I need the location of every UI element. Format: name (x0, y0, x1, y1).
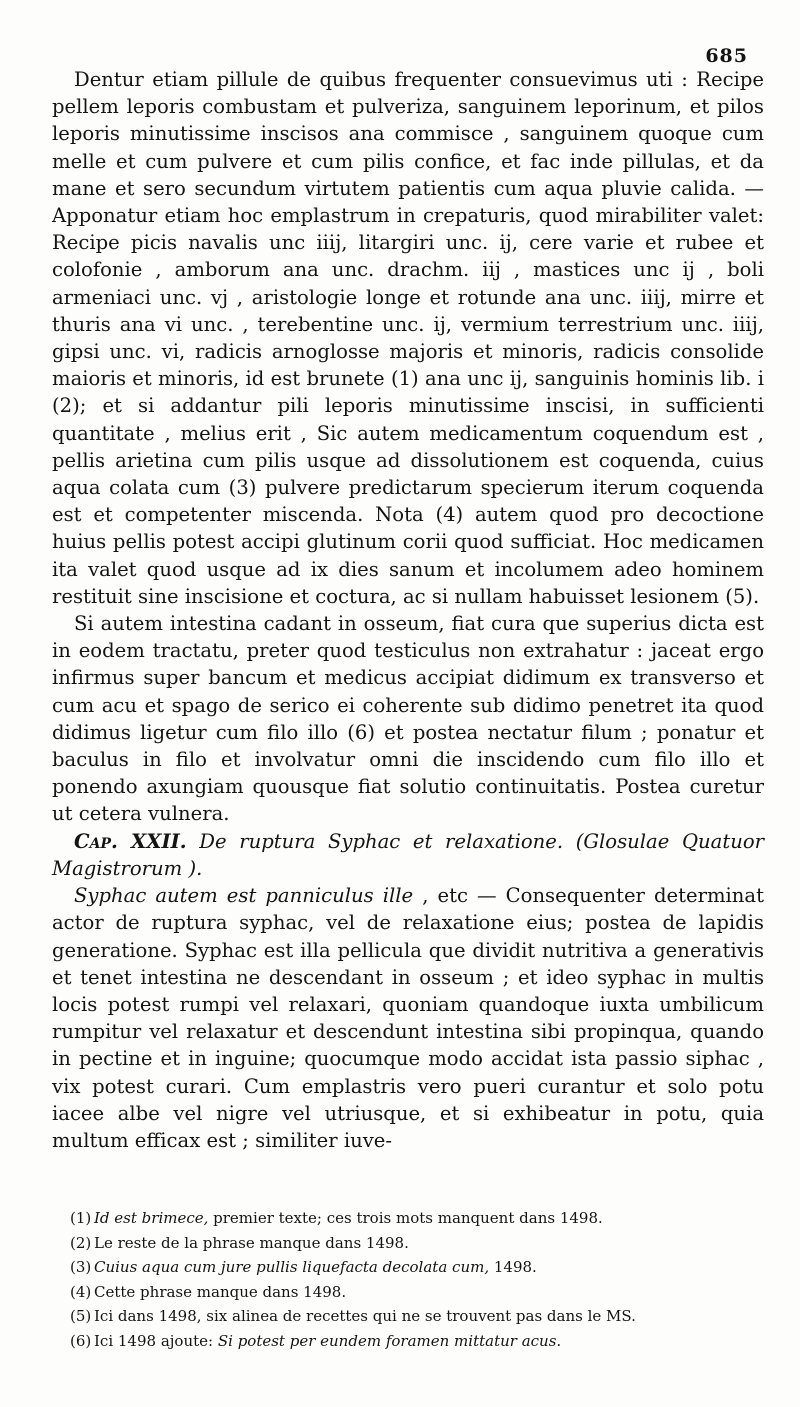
paragraph-syphac-text: , etc — Consequenter determinat actor de ruptura syphac, vel de relaxatione eius; postea de lapidis generatione. Syphac est illa pellicula que dividit nutritiva a generativis et tenet intestina ne descendant in osseum ; et ideo syphac in multis locis potest rumpi vel relaxari, quoniam quandoque iuxta umbilicum rumpitur vel relaxatur et descendunt intestina sibi propinqua, quando in pectine et in inguine; quocumque modo accidat ista passio siphac , vix potest curari. Cum emplastris vero pueri curantur et solo potu iacee albe vel nigre vel utriusque, et si exhibeatur in potu, quia multum efficax est ; similiter iuve- (52, 884, 764, 1152)
footnote-2: (2) Le reste de la phrase manque dans 1498. (70, 1233, 409, 1252)
chapter-number: Cap. XXII. (74, 829, 187, 853)
footnote-1: (1) Id est brimece, premier texte; ces trois mots manquent dans 1498. (70, 1209, 603, 1227)
paragraph-recipe: Dentur etiam pillule de quibus frequenter consuevimus uti : Recipe pellem leporis combustam et pulveriza, sanguinem leporinum, et pilos leporis minutissime inscisos ana commisce , sanguinem quoque cum melle et cum pulvere et cum pilis confice, et fac inde pillulas, et da mane et sero secundum virtutem patientis cum aqua pluvie calida. — Apponatur etiam hoc emplastrum in crepaturis, quod mirabiliter valet: Recipe picis navalis unc iiij, litargiri unc. ij, cere varie et rubee et colofonie , amborum ana unc. drachm. iij , mastices unc ij , boli armeniaci unc. vj , aristologie longe et rotunde ana unc. iiij, mirre et thuris ana vi unc. , terebentine unc. ij, vermium terrestrium unc. iiij, gipsi unc. vi, radicis arnoglosse majoris et minoris, radicis consolide maioris et minoris, id est brunete (1) ana unc ij, sanguinis hominis lib. i (2); et si addantur pili leporis minutissime inscisi, in sufficienti quantitate , melius erit , Sic autem medicamentum coquendum est , pellis arietina cum pilis usque ad dissolutionem est coquenda, cuius aqua colata cum (3) pulvere predictarum specierum iterum coquenda est et competenter miscenda. Nota (4) autem quod pro decoctione huius pellis potest accipi glutinum corii quod sufficiat. Hoc medicamen ita valet quod usque ad ix dies sanum et incolumem adeo hominem restituit sine inscisione et coctura, ac si nullam habuisset lesionem (5). (52, 68, 764, 608)
paragraph-syphac (52, 882, 764, 1154)
lemma: Syphac autem est panniculus ille (74, 884, 414, 908)
footnotes (70, 1206, 760, 1353)
main-text (52, 66, 764, 1154)
footnote-4: (4) Cette phrase manque dans 1498. (70, 1282, 347, 1301)
page-number: 685 (705, 45, 748, 67)
footnote-5: (5) Ici dans 1498, six alinea de recettes qui ne se trouvent pas dans le MS. (70, 1307, 636, 1325)
paragraph-intestina: Si autem intestina cadant in osseum, fiat cura que superius dicta est in eodem tractatu, preter quod testiculus non extrahatur : jaceat ergo infirmus super bancum et medicus accipiat didimum ex transverso et cum acu et spago de serico ei coherente sub didimo penetret ita quod didimus ligetur cum filo illo (6) et postea nectatur filum ; ponatur et baculus in filo et involvatur omni die inscidendo cum filo illo et ponendo axungiam quousque fiat solutio continuitatis. Postea curetur ut cetera vulnera. (52, 612, 764, 826)
footnote-6: (6) Ici 1498 ajoute: Si potest per eundem foramen mittatur acus. (70, 1331, 562, 1350)
chapter-heading (52, 828, 764, 882)
footnote-3: (3) Cuius aqua cum jure pullis liquefacta decolata cum, 1498. (70, 1258, 537, 1276)
chapter-title: De ruptura Syphac et relaxatione. (Glosulae Quatuor Magistrorum ). (52, 829, 764, 880)
